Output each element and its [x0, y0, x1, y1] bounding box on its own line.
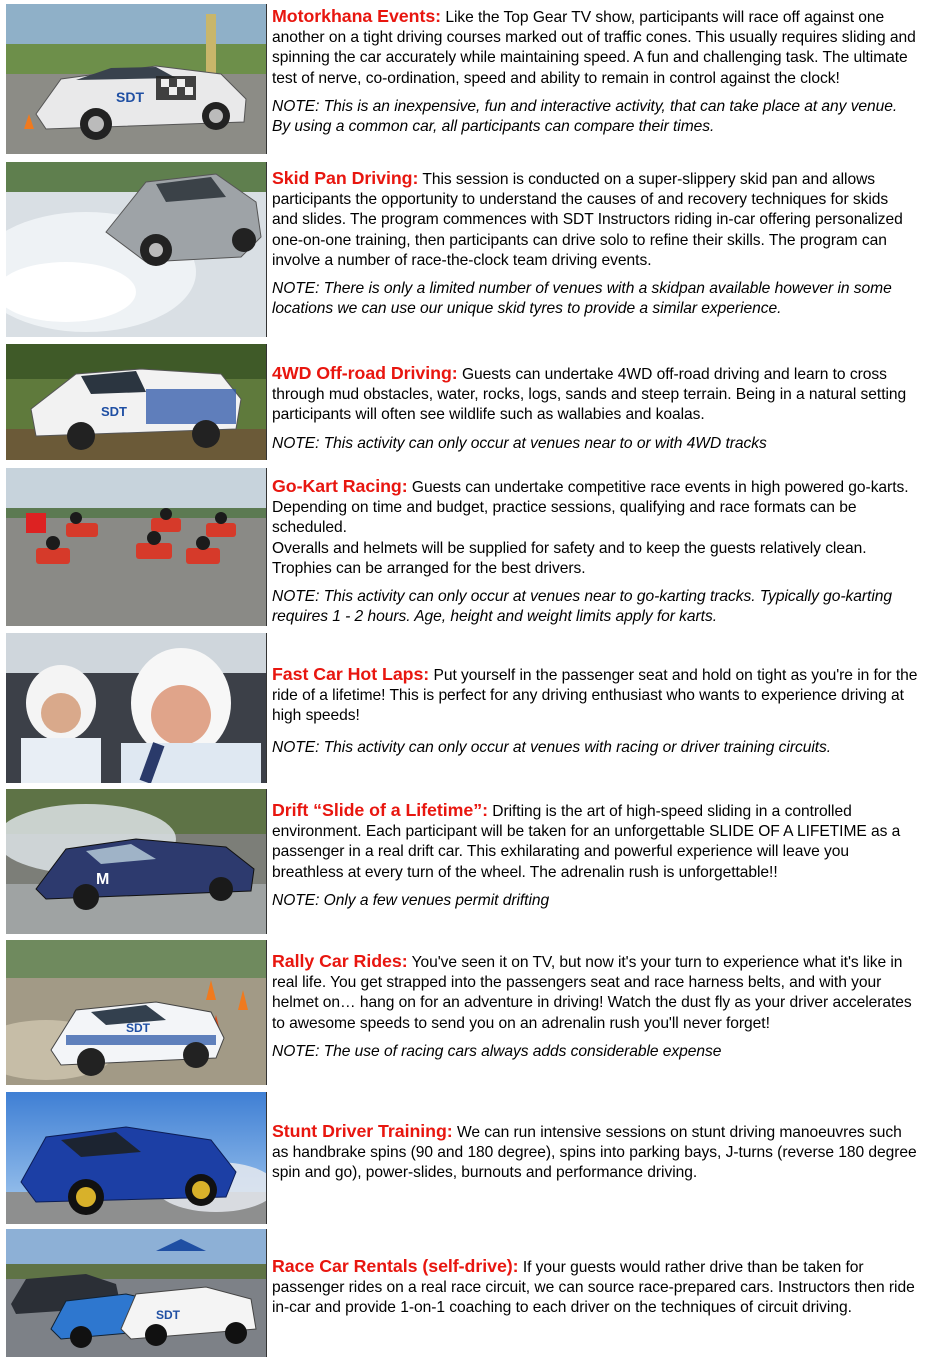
go-kart-description: [272, 476, 918, 539]
drift-description: [272, 800, 918, 883]
motorkhana-note: NOTE: This is an inexpensive, fun and interactive activity, that can take place at any venue. By using a common car, all participants can compare their times.: [272, 97, 898, 136]
4wd-note: NOTE: This activity can only occur at venues near to or with 4WD tracks: [272, 434, 767, 452]
photo-sdt-logo-rentals: SDT: [156, 1308, 180, 1322]
4wd-text: [272, 363, 918, 454]
hot-laps-note: NOTE: This activity can only occur at venues with racing or driver training circuits.: [272, 738, 832, 756]
rally-title: Rally Car Rides:: [272, 951, 408, 971]
drift-note: NOTE: Only a few venues permit drifting: [272, 891, 550, 909]
photo-sdt-logo-4wd: SDT: [101, 404, 127, 419]
skid-pan-note: NOTE: There is only a limited number of venues with a skidpan available however in some locations we can use our unique skid tyres to provide a similar experience.: [272, 280, 892, 318]
go-kart-text: [272, 476, 918, 627]
skid-pan-photo: [6, 162, 267, 337]
4wd-title: 4WD Off-road Driving:: [272, 363, 458, 383]
stunt-text: [272, 1121, 918, 1184]
drift-photo: [6, 789, 267, 934]
go-kart-note: NOTE: This activity can only occur at venues near to go-karting tracks. Typically go-karting requires 1 - 2 hours. Age, height and weight limits apply for karts.: [272, 588, 892, 626]
4wd-photo: [6, 344, 267, 460]
go-kart-title: Go-Kart Racing:: [272, 476, 408, 496]
4wd-body: Guests can undertake 4WD off-road driving and learn to cross through mud obstacles, water, rocks, logs, sands and steep terrain. Being in a natural setting participants will often see wildlife such as wallabies and koalas.: [272, 366, 907, 424]
go-kart-body-2: Overalls and helmets will be supplied for safety and to keep the guests relatively clean. Trophies can be arranged for the best drivers.: [272, 539, 867, 577]
motorkhana-body: Like the Top Gear TV show, participants will race off against one another on a tight driving courses marked out of traffic cones. This usually requires sliding and spinning the car accurately while maintaining speed. A fun and challenging task. The ultimate test of nerve, co-ordination, speed and ability to remain in control against the clock!: [272, 9, 916, 87]
drift-body: Drifting is the art of high-speed sliding in a controlled environment. Each participant will be taken for an unforgettable SLIDE OF A LIFETIME as a passenger in a real drift car. This exhilarating and powerful experience will leave you breathless at every turn of the wheel. The adrenalin rush is unforgettable!!: [272, 803, 901, 881]
hot-laps-text: [272, 664, 918, 758]
stunt-photo: [6, 1092, 267, 1224]
rentals-description: [272, 1256, 918, 1319]
motorkhana-photo: [6, 4, 267, 154]
4wd-description: [272, 363, 918, 426]
photo-sdt-logo-rally: SDT: [126, 1021, 150, 1035]
stunt-title: Stunt Driver Training:: [272, 1121, 453, 1141]
skid-pan-description: [272, 168, 918, 271]
photo-sdt-logo: SDT: [116, 89, 144, 105]
rally-note: NOTE: The use of racing cars always adds considerable expense: [272, 1042, 722, 1060]
hot-laps-photo: [6, 633, 267, 783]
rentals-photo: [6, 1229, 267, 1357]
hot-laps-body: Put yourself in the passenger seat and hold on tight as you're in for the ride of a lifetime! This is perfect for any driving enthusiast who wants to experience driving at high speeds!: [272, 667, 918, 725]
rentals-text: [272, 1256, 918, 1319]
hot-laps-description: [272, 664, 918, 727]
go-kart-photo: [6, 468, 267, 626]
hot-laps-title: Fast Car Hot Laps:: [272, 664, 430, 684]
motorkhana-description: [272, 6, 918, 89]
motorkhana-text: [272, 6, 918, 137]
svg-text:M: M: [96, 871, 110, 888]
skid-pan-body: This session is conducted on a super-slippery skid pan and allows participants the opportunity to understand the causes of and recovery techniques for skids and slides. The program commences with SDT Instructors riding in-car offering personalized one-on-one training, then participants can drive solo to refine their skills. The program can involve a number of race-the-clock team driving events.: [272, 171, 903, 269]
drift-title: Drift “Slide of a Lifetime”:: [272, 800, 488, 820]
drift-text: [272, 800, 918, 911]
rally-text: [272, 951, 918, 1062]
rentals-title: Race Car Rentals (self-drive):: [272, 1256, 519, 1276]
motorkhana-title: Motorkhana Events:: [272, 6, 442, 26]
stunt-description: [272, 1121, 918, 1184]
skid-pan-text: [272, 168, 918, 319]
skid-pan-title: Skid Pan Driving:: [272, 168, 419, 188]
rally-body: You've seen it on TV, but now it's your turn to experience what it's like in real life. You get strapped into the passengers seat and race harness belts, and with your helmet on… hang on for an adventure in driving! Watch the dust fly as your driver accelerates to awesome speeds to send you on an adrenalin rush you'll never forget!: [272, 954, 912, 1032]
rally-photo: [6, 940, 267, 1085]
rentals-body: If your guests would rather drive than be taken for passenger rides on a real race circuit, we can source race-prepared cars. Instructors then ride in-car and provide 1-on-1 coaching to each driver on the techniques of circuit driving.: [272, 1259, 915, 1317]
go-kart-body-1: Guests can undertake competitive race events in high powered go-karts. Depending on time and budget, practice sessions, qualifying and race formats can be scheduled.: [272, 479, 909, 537]
stunt-body: We can run intensive sessions on stunt driving manoeuvres such as handbrake spins (90 and 180 degree), spins into parking bays, J-turns (reverse 180 degree spin and go), power-slides, burnouts and performance driving.: [272, 1124, 917, 1182]
rally-description: [272, 951, 918, 1034]
